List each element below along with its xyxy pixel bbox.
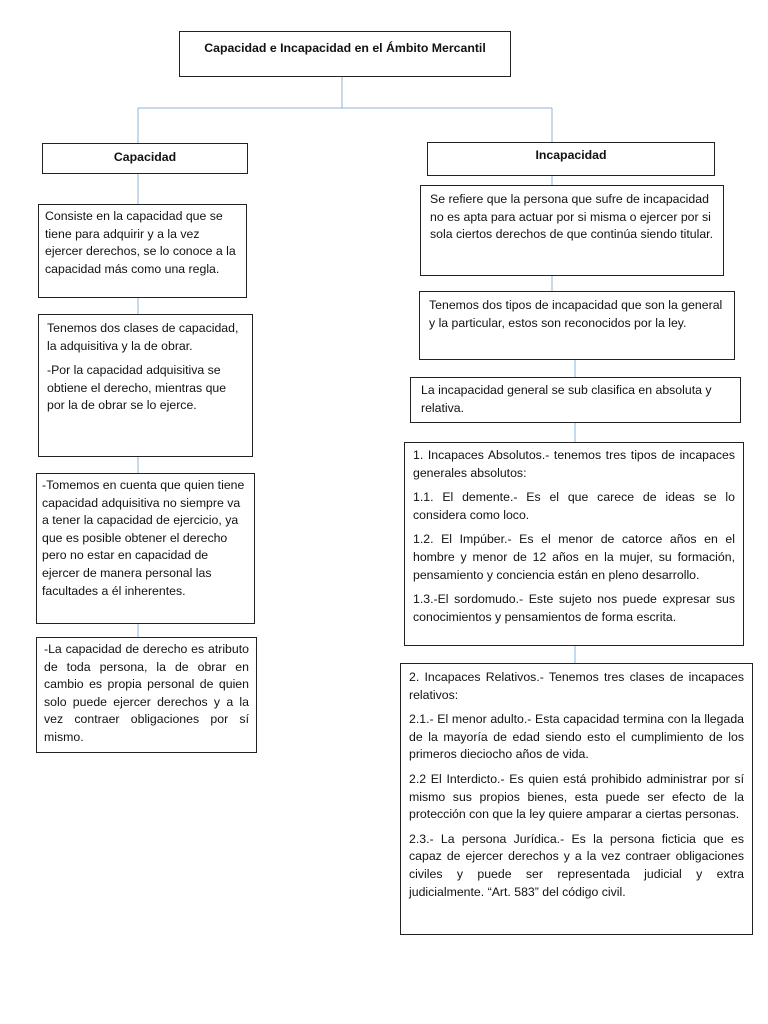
incapaces-relativos-box <box>400 663 753 935</box>
capacidad-clases-box <box>38 314 253 457</box>
incapaz-sordomudo-text: 1.3.-El sordomudo.- Este sujeto nos puede expresar sus conocimientos y pensamientos de forma escrita. <box>413 592 735 624</box>
incapacidad-general-text: La incapacidad general se sub clasifica en absoluta y relativa. <box>421 383 712 415</box>
incapacidad-definition-text: Se refiere que la persona que sufre de incapacidad no es apta para actuar por si misma o ejercer por si sola ciertos derechos de que continúa siendo titular. <box>430 192 714 242</box>
incapaz-impuber-text: 1.2. El Impúber.- Es el menor de catorce años en el hombre y menor de 12 años en la mujer, su formación, pensamiento y conciencia están en pleno desarrollo. <box>413 532 735 582</box>
capacidad-header: Capacidad <box>113 150 177 164</box>
capacidad-ejercicio-box <box>36 473 255 624</box>
incapaces-absolutos-intro: 1. Incapaces Absolutos.- tenemos tres tipos de incapaces generales absolutos: <box>413 448 735 480</box>
capacidad-derecho-box <box>36 637 257 753</box>
incapaz-persona-juridica-text: 2.3.- La persona Jurídica.- Es la persona ficticia que es capaz de ejercer derechos y a la vez contraer obligaciones civiles y puede ser representada judicial y extra judicialmente. “Art. 583” del código civil. <box>409 831 744 899</box>
capacidad-adquisitiva-text: -Por la capacidad adquisitiva se obtiene el derecho, mientras que por la de obrar se lo ejerce. <box>47 363 227 413</box>
incapacidad-header: Incapacidad <box>535 148 607 162</box>
root-title-box <box>179 31 511 77</box>
incapacidad-tipos-text: Tenemos dos tipos de incapacidad que son la general y la particular, estos son reconocidos por la ley. <box>429 298 723 330</box>
capacidad-definition-text: Consiste en la capacidad que se tiene para adquirir y a la vez ejercer derechos, se lo conoce a la capacidad más como una regla. <box>45 209 236 276</box>
incapaz-menor-adulto-text: 2.1.- El menor adulto.- Esta capacidad termina con la llegada de la mayoría de edad siendo esto el cumplimiento de los primeros dieciocho años de vida. <box>409 712 744 762</box>
capacidad-ejercicio-text: -Tomemos en cuenta que quien tiene capacidad adquisitiva no siempre va a tener la capacidad de ejercicio, ya que es posible obtener el derecho pero no estar en capacidad de ejercer de manera personal las facultades a él inherentes. <box>42 478 245 598</box>
capacidad-header-box <box>42 143 248 174</box>
capacidad-definition-box <box>38 204 247 298</box>
capacidad-clases-text: Tenemos dos clases de capacidad, la adquisitiva y la de obrar. <box>47 321 239 353</box>
incapacidad-general-box <box>410 377 741 423</box>
incapaz-demente-text: 1.1. El demente.- Es el que carece de ideas se lo considera como loco. <box>413 490 735 522</box>
incapaces-relativos-intro: 2. Incapaces Relativos.- Tenemos tres clases de incapaces relativos: <box>409 670 744 702</box>
incapacidad-definition-box <box>420 185 724 276</box>
incapacidad-header-box <box>427 142 715 176</box>
incapaz-interdicto-text: 2.2 El Interdicto.- Es quien está prohibido administrar por sí mismo sus propios bienes, esta puede ser efecto de la protección con que la ley quiere amparar a ciertas personas. <box>409 771 744 822</box>
incapaces-absolutos-box <box>404 442 744 646</box>
capacidad-derecho-text: -La capacidad de derecho es atributo de toda persona, la de obrar en cambio es propia personal de quien solo puede ejercer derechos y a la vez contraer obligaciones por sí mismo. <box>44 642 249 744</box>
incapacidad-tipos-box <box>419 291 735 360</box>
root-title: Capacidad e Incapacidad en el Ámbito Mercantil <box>204 41 486 55</box>
